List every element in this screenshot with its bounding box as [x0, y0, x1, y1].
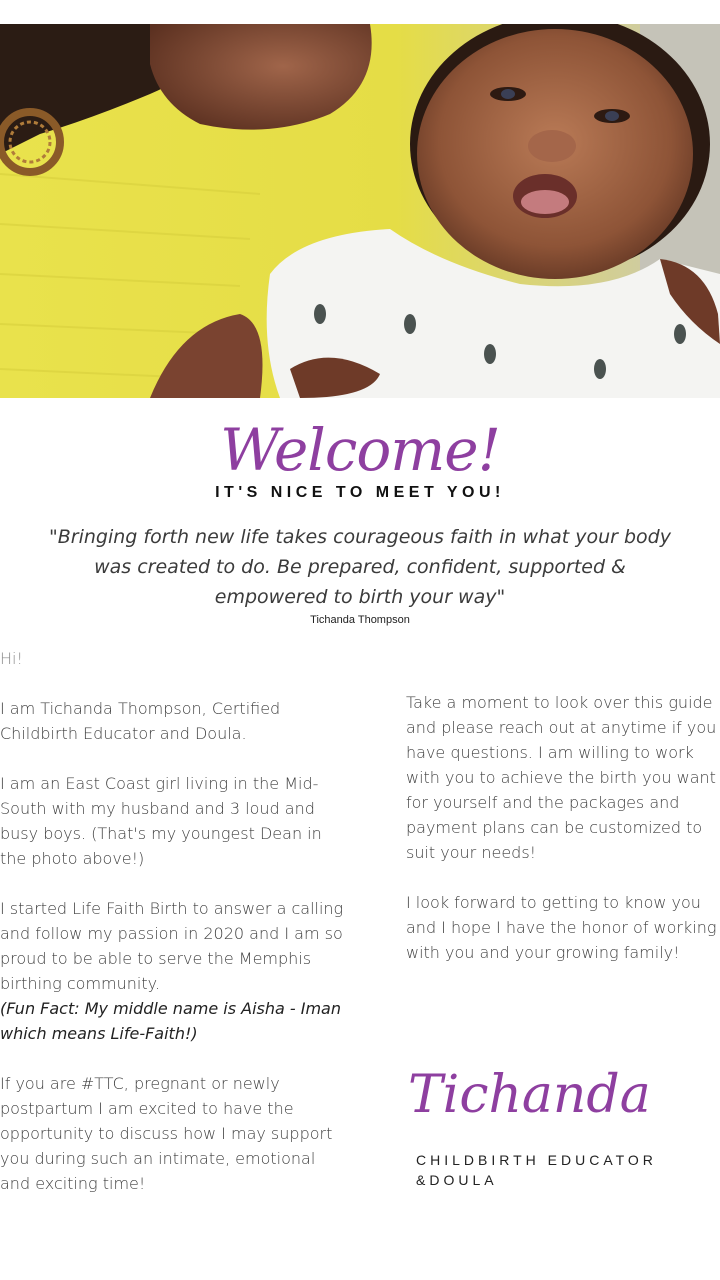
greeting: Hi! [0, 649, 23, 668]
fun-fact: (Fun Fact: My middle name is Aisha - Iman which means Life-Faith!) [0, 999, 341, 1043]
right-column [406, 690, 720, 965]
guide-paragraph: Take a moment to look over this guide and please reach out at anytime if you have questions. I am willing to work with you to achieve the birth you want for yourself and the packages and payment plans can be customized to suit your needs! [406, 693, 717, 862]
hero-photo [0, 24, 720, 398]
welcome-heading: Welcome! [220, 416, 500, 484]
subheading: IT'S NICE TO MEET YOU! [215, 484, 505, 501]
signature [404, 1056, 664, 1136]
family-paragraph: I am an East Coast girl living in the Mid-South with my husband and 3 loud and busy boys. (That's my youngest Dean in the photo above!) [0, 774, 322, 868]
closing-paragraph: I look forward to getting to know you and I hope I have the honor of working with you and your growing family! [406, 893, 717, 962]
ttc-paragraph: If you are #TTC, pregnant or newly postpartum I am excited to have the opportunity to discuss how I may support you during such an intimate, emotional and exciting time! [0, 1074, 333, 1193]
quote-text: "Bringing forth new life takes courageous faith in what your body was created to do. Be prepared, confident, supported & empowered to birth your way" [49, 526, 671, 608]
left-column [0, 646, 350, 1196]
mother-and-baby-illustration [0, 24, 720, 398]
quote-author: Tichanda Thompson [310, 614, 410, 626]
intro-paragraph: I am Tichanda Thompson, Certified Childbirth Educator and Doula. [0, 699, 281, 743]
signature-title: CHILDBIRTH EDUCATOR &DOULA [416, 1152, 657, 1188]
signature-text: Tichanda [408, 1065, 651, 1125]
business-paragraph: I started Life Faith Birth to answer a calling and follow my passion in 2020 and I am so proud to be able to serve the Memphis birthing community. [0, 899, 344, 993]
